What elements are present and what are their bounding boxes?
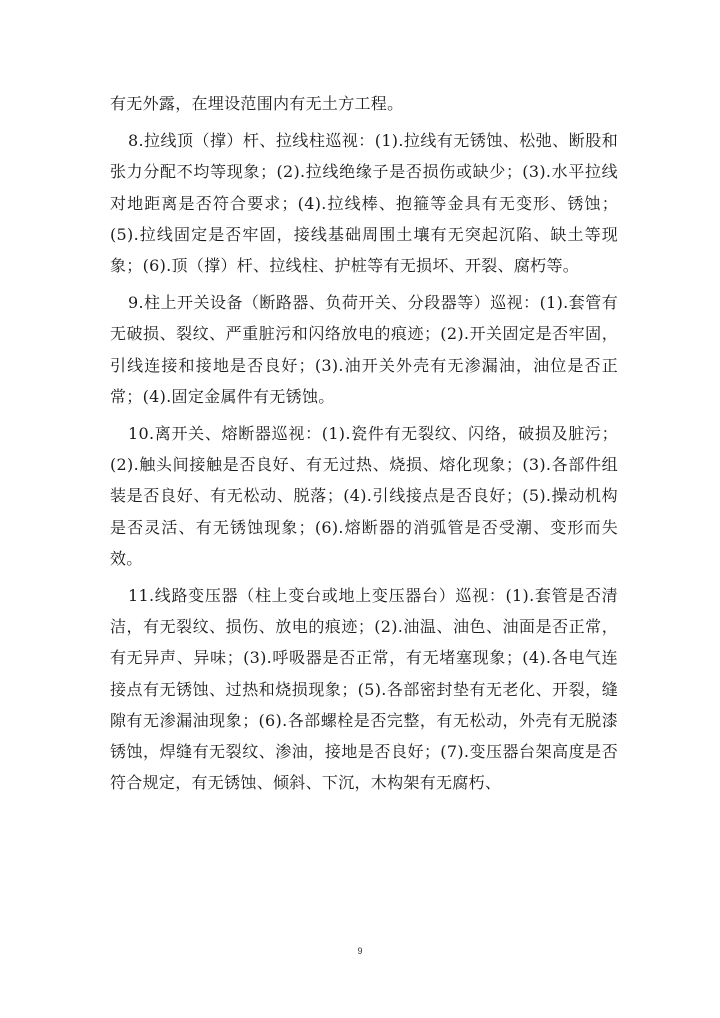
page-number: 9: [357, 946, 363, 956]
paragraph-item-8-guy-wire-inspection: 8.拉线顶（撑）杆、拉线柱巡视：(1).拉线有无锈蚀、松弛、断股和张力分配不均等现象；(2).拉线绝缘子是否损伤或缺少；(3).水平拉线对地距离是否符合要求；(4).拉线棒、抱箍等金具有无变形、锈蚀；(5).拉线固定是否牢固，接线基础周围土壤有无突起沉陷、缺土等现象；(6).顶（撑）杆、拉线柱、护桩等有无损坏、开裂、腐朽等。: [110, 131, 618, 276]
paragraph-continuation: 有无外露，在埋设范围内有无土方工程。: [110, 94, 404, 113]
paragraph-item-11-transformer-inspection: 11.线路变压器（柱上变台或地上变压器台）巡视：(1).套管是否清洁，有无裂纹、损伤、放电的痕迹；(2).油温、油色、油面是否正常，有无异声、异味；(3).呼吸器是否正常，有无堵塞现象；(4).各电气连接点有无锈蚀、过热和烧损现象；(5).各部密封垫有无老化、开裂，缝隙有无渗漏油现象；(6).各部螺栓是否完整，有无松动，外壳有无脱漆锈蚀，焊缝有无裂纹、渗油，接地是否良好；(7).变压器台架高度是否符合规定，有无锈蚀、倾斜、下沉，木构架有无腐朽、: [110, 586, 618, 793]
paragraph-item-9-pole-switch-inspection: 9.柱上开关设备（断路器、负荷开关、分段器等）巡视：(1).套管有无破损、裂纹、严重脏污和闪络放电的痕迹；(2).开关固定是否牢固，引线连接和接地是否良好；(3).油开关外壳有无渗漏油，油位是否正常；(4).固定金属件有无锈蚀。: [110, 293, 618, 406]
document-body: [110, 88, 618, 804]
paragraph-item-10-disconnect-fuse-inspection: 10.离开关、熔断器巡视：(1).瓷件有无裂纹、闪络，破损及脏污；(2).触头间接触是否良好、有无过热、烧损、熔化现象；(3).各部件组装是否良好、有无松动、脱落；(4).引线接点是否良好；(5).操动机构是否灵活、有无锈蚀现象；(6).熔断器的消弧管是否受潮、变形而失效。: [110, 424, 618, 568]
